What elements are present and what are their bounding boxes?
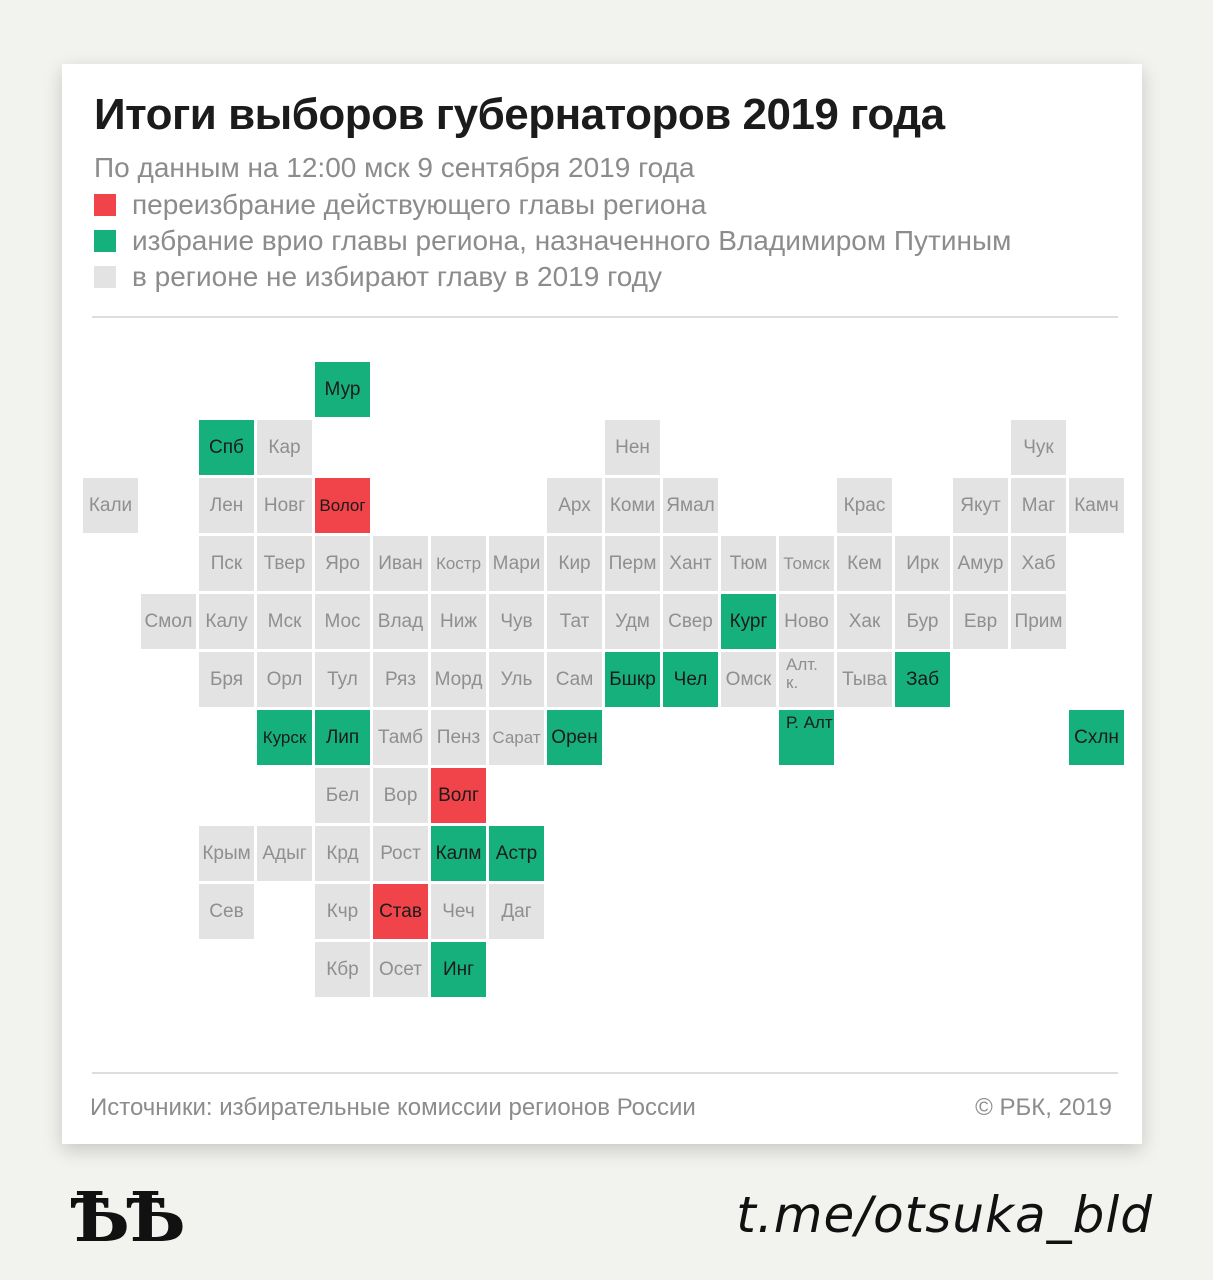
region-tile: Пск [199, 536, 254, 591]
region-tile: Ряз [373, 652, 428, 707]
region-tile: Твер [257, 536, 312, 591]
region-tile: Хаб [1011, 536, 1066, 591]
region-tile: Бря [199, 652, 254, 707]
region-tile: Новг [257, 478, 312, 533]
region-tile: Морд [431, 652, 486, 707]
region-tile: Астр [489, 826, 544, 881]
region-tile: Сарат [489, 710, 544, 765]
region-tile: Схлн [1069, 710, 1124, 765]
region-tile: Бшкр [605, 652, 660, 707]
region-tile: Кем [837, 536, 892, 591]
copyright: © РБК, 2019 [975, 1094, 1112, 1121]
legend-label: в регионе не избирают главу в 2019 году [132, 261, 662, 292]
region-tile: Волг [431, 768, 486, 823]
region-tile: Перм [605, 536, 660, 591]
region-tile: Р. Алт [779, 710, 834, 765]
region-tile: Тыва [837, 652, 892, 707]
region-tile: Инг [431, 942, 486, 997]
region-tile: Осет [373, 942, 428, 997]
region-tile: Пенз [431, 710, 486, 765]
region-tile: Сам [547, 652, 602, 707]
region-tile: Тамб [373, 710, 428, 765]
region-tile: Тул [315, 652, 370, 707]
region-tile: Чеч [431, 884, 486, 939]
region-tile: Яро [315, 536, 370, 591]
region-tile: Алт. к. [779, 652, 834, 707]
region-tile: Спб [199, 420, 254, 475]
region-tile: Смол [141, 594, 196, 649]
bottom-divider [92, 1072, 1118, 1074]
region-tile: Лип [315, 710, 370, 765]
region-tile: Кчр [315, 884, 370, 939]
region-tile: Мск [257, 594, 312, 649]
region-tile: Омск [721, 652, 776, 707]
region-tile: Бел [315, 768, 370, 823]
subtitle: По данным на 12:00 мск 9 сентября 2019 года [94, 152, 695, 183]
region-tile: Калу [199, 594, 254, 649]
region-tile: Камч [1069, 478, 1124, 533]
channel-handle: t.me/otsuka_bld [736, 1186, 1153, 1244]
region-tile: Иван [373, 536, 428, 591]
region-tile: Якут [953, 478, 1008, 533]
region-tile: Нен [605, 420, 660, 475]
region-tile: Влад [373, 594, 428, 649]
region-tile: Кир [547, 536, 602, 591]
region-tile: Курск [257, 710, 312, 765]
region-tile: Кар [257, 420, 312, 475]
region-tile: Кбр [315, 942, 370, 997]
region-tile: Ямал [663, 478, 718, 533]
region-tile: Уль [489, 652, 544, 707]
region-tile: Заб [895, 652, 950, 707]
region-tile: Амур [953, 536, 1008, 591]
region-tile: Тюм [721, 536, 776, 591]
region-tile: Ново [779, 594, 834, 649]
legend-label: переизбрание действующего главы региона [132, 189, 707, 220]
region-tile: Даг [489, 884, 544, 939]
region-tile: Тат [547, 594, 602, 649]
region-tile: Адыг [257, 826, 312, 881]
region-tile: Чук [1011, 420, 1066, 475]
region-tile: Свер [663, 594, 718, 649]
tile-map [62, 64, 1142, 1144]
region-tile: Крд [315, 826, 370, 881]
region-tile: Ниж [431, 594, 486, 649]
region-tile: Вор [373, 768, 428, 823]
region-tile: Лен [199, 478, 254, 533]
infographic-card [62, 64, 1142, 1144]
page-title: Итоги выборов губернаторов 2019 года [94, 90, 945, 139]
region-tile: Мос [315, 594, 370, 649]
region-tile: Чув [489, 594, 544, 649]
region-tile: Крас [837, 478, 892, 533]
region-tile: Хак [837, 594, 892, 649]
region-tile: Удм [605, 594, 660, 649]
region-tile: Прим [1011, 594, 1066, 649]
region-tile: Сев [199, 884, 254, 939]
region-tile: Костр [431, 536, 486, 591]
region-tile: Коми [605, 478, 660, 533]
region-tile: Мари [489, 536, 544, 591]
region-tile: Чел [663, 652, 718, 707]
region-tile: Кали [83, 478, 138, 533]
region-tile: Маг [1011, 478, 1066, 533]
legend-label: избрание врио главы региона, назначенного Владимиром Путиным [132, 225, 1012, 256]
region-tile: Орен [547, 710, 602, 765]
region-tile: Бур [895, 594, 950, 649]
region-tile: Рост [373, 826, 428, 881]
region-tile: Ирк [895, 536, 950, 591]
channel-logo: ѢѢ [70, 1178, 182, 1258]
region-tile: Арх [547, 478, 602, 533]
region-tile: Калм [431, 826, 486, 881]
region-tile: Кург [721, 594, 776, 649]
region-tile: Волог [315, 478, 370, 533]
region-tile: Мур [315, 362, 370, 417]
region-tile: Став [373, 884, 428, 939]
region-tile: Крым [199, 826, 254, 881]
region-tile: Евр [953, 594, 1008, 649]
region-tile: Хант [663, 536, 718, 591]
region-tile: Томск [779, 536, 834, 591]
source-note: Источники: избирательные комиссии регионов России [90, 1094, 696, 1121]
region-tile: Орл [257, 652, 312, 707]
